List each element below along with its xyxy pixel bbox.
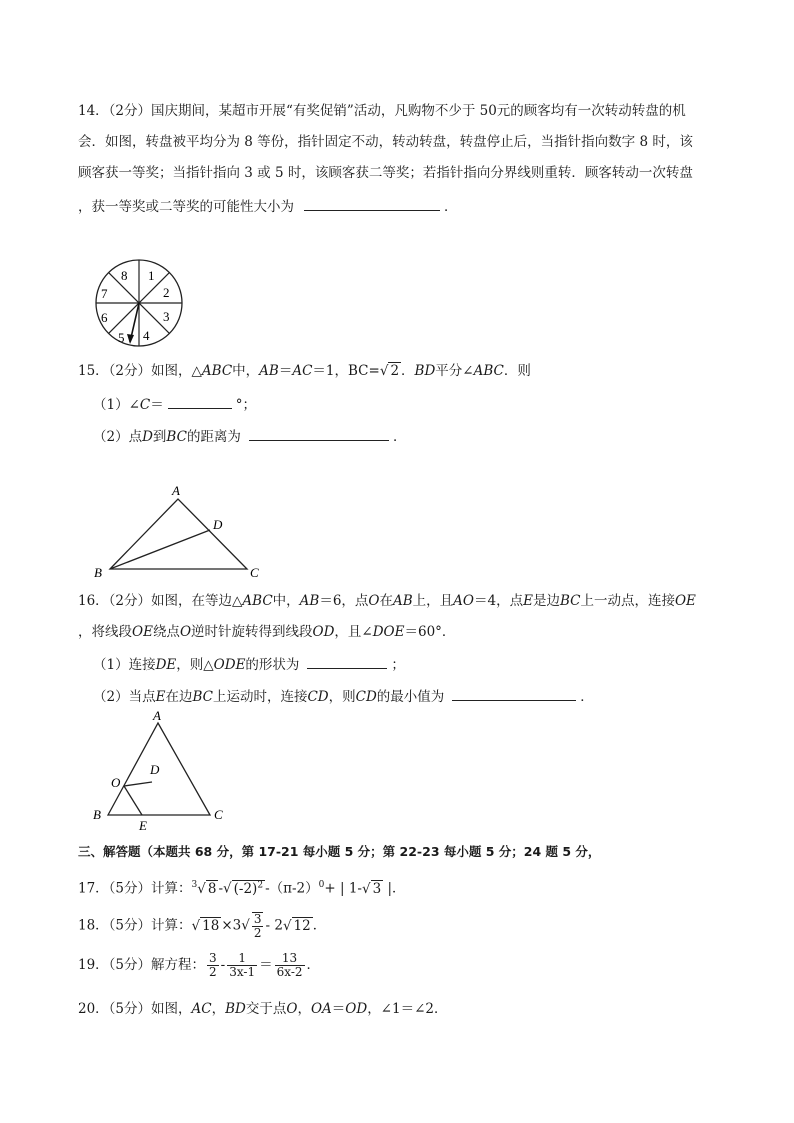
triangle-abd-figure: [90, 482, 270, 582]
q14-answer-blank[interactable]: [304, 196, 440, 211]
q14-line2: 会．如图，转盘被平均分为 8 等份，指针固定不动，转动转盘，转盘停止后，当指针指向数字 8 时，该: [78, 134, 693, 150]
q16-part2: （2）当点E在边BC上运动时，连接CD，则CD的最小值为 ．: [93, 686, 594, 706]
q14-line1: 14．（2分）国庆期间，某超市开展“有奖促销”活动，凡购物不少于 50元的顾客均有一次转动转盘的机: [78, 103, 686, 119]
q15-part1: （1）∠C＝ °；: [93, 394, 256, 414]
wheel-num-1: 1: [148, 268, 155, 283]
q15-part2-blank[interactable]: [249, 426, 389, 441]
q14-line3: 顾客获一等奖；当指针指向 3 或 5 时，该顾客获二等奖；若指针指向分界线则重转．顾客转动一次转盘: [78, 165, 693, 181]
q15-stem: 15．（2分）如图，△ABC中，AB＝AC＝1，BC=√ 2 ．BD平分∠ABC．则: [78, 363, 531, 379]
label-B: B: [94, 565, 102, 580]
wheel-num-8: 8: [121, 268, 128, 283]
wheel-num-3: 3: [163, 309, 170, 324]
q16-part1: （1）连接DE，则△ODE的形状为 ；: [93, 654, 405, 674]
label-E: E: [139, 818, 147, 833]
section-title: 三、解答题（本题共 68 分，第 17-21 每小题 5 分；第 22-23 每小题 5 分；24 题 5 分，: [78, 844, 601, 859]
q20: 20．（5分）如图，AC，BD交于点O，OA＝OD，∠1＝∠2．: [78, 1001, 448, 1017]
label-D: D: [150, 762, 160, 777]
q18: 18．（5分）计算：√ 18 ×3√ $\frac{3}{2}$ - 2√ 12 ．: [78, 912, 327, 940]
q16-part2-blank[interactable]: [452, 686, 576, 701]
q19: 19．（5分）解方程： $\frac{3}{2}$ - $\frac{1}{3x-1}$ ＝ $\frac{13}{6x-2}$ ．: [78, 951, 321, 979]
q16-stem-line2: ，将线段OE绕点O逆时针旋转得到线段OD，且∠DOE＝60°．: [78, 624, 456, 640]
q15-part2: （2）点D到BC的距离为 ．: [93, 426, 406, 446]
label-A: A: [172, 483, 180, 498]
wheel-num-4: 4: [143, 328, 150, 343]
label-O: O: [111, 775, 121, 790]
wheel-num-7: 7: [101, 286, 108, 301]
wheel-num-2: 2: [163, 285, 170, 300]
label-C: C: [250, 565, 259, 580]
label-D: D: [213, 517, 223, 532]
label-A: A: [153, 708, 161, 723]
q15-part1-blank[interactable]: [168, 394, 232, 409]
wheel-num-6: 6: [101, 310, 108, 325]
wheel-num-5: 5: [118, 330, 125, 345]
equilateral-triangle-figure: [90, 708, 240, 836]
q14-line4: ，获一等奖或二等奖的可能性大小为 ．: [78, 196, 458, 216]
label-B: B: [93, 807, 101, 822]
q16-part1-blank[interactable]: [307, 654, 387, 669]
spinner-wheel: [92, 258, 188, 350]
q16-stem-line1: 16．（2分）如图，在等边△ABC中，AB＝6，点O在AB上，且AO＝4，点E是边BC上一动点，连接OE: [78, 593, 696, 609]
q17: 17．（5分）计算：$^3$√ 8 -√ $(-2)^2$ $-(\pi-2)^0+$ | 1-√ 3 |．: [78, 880, 406, 897]
label-C: C: [214, 807, 223, 822]
